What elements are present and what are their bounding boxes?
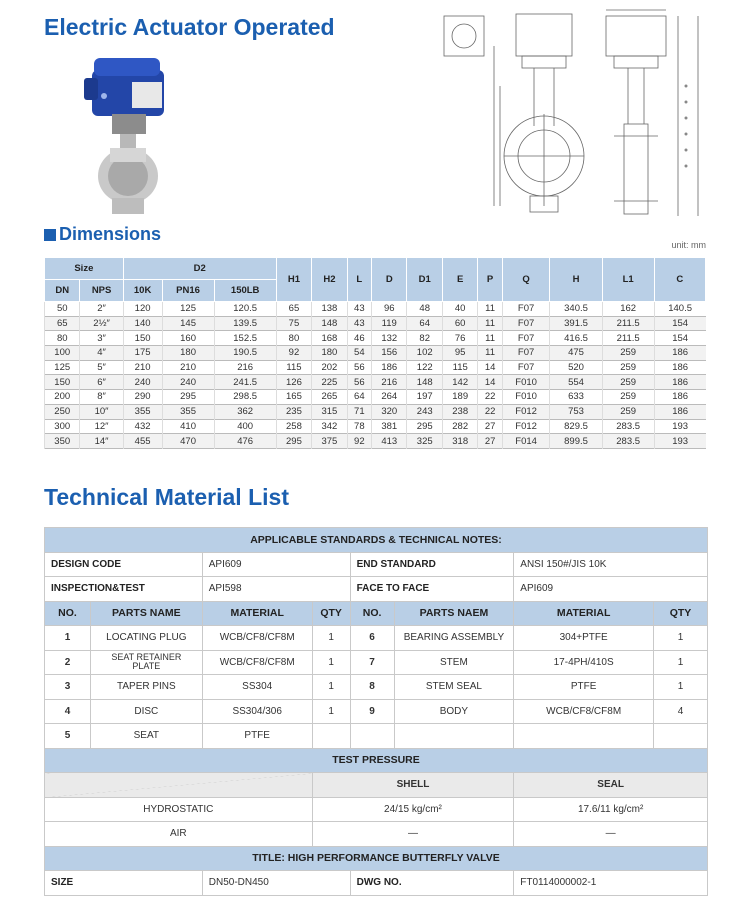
table-cell: 180 (162, 346, 214, 361)
parts-cell-qty: 1 (312, 650, 350, 675)
table-cell: 140.5 (654, 302, 705, 317)
table-cell: 160 (162, 331, 214, 346)
table-cell: 76 (442, 331, 477, 346)
dimensions-title: Dimensions (59, 224, 162, 244)
table-cell: 5″ (80, 360, 123, 375)
table-cell: 14 (478, 375, 502, 390)
table-row (45, 331, 706, 346)
table-cell: 120 (123, 302, 162, 317)
parts-cell-no: 3 (45, 675, 91, 700)
table-cell: 65 (45, 316, 80, 331)
design-code-value: API609 (202, 552, 350, 577)
parts-cell-no2: 8 (350, 675, 394, 700)
air-seal: — (514, 822, 708, 847)
col-header: DN (45, 280, 80, 302)
parts-cell-qty2: 4 (654, 699, 708, 724)
parts-cell-qty: 1 (312, 626, 350, 651)
table-cell: 216 (214, 360, 276, 375)
design-code-label: DESIGN CODE (45, 552, 203, 577)
parts-cell-no2 (350, 724, 394, 749)
table-cell: 265 (312, 390, 347, 405)
seal-label: SEAL (514, 773, 708, 798)
table-cell: 259 (602, 360, 654, 375)
table-cell: 258 (276, 419, 311, 434)
table-row (45, 360, 706, 375)
table-cell: 186 (654, 390, 705, 405)
table-cell: 120.5 (214, 302, 276, 317)
table-cell: 202 (312, 360, 347, 375)
col-header: PN16 (162, 280, 214, 302)
table-row (45, 346, 706, 361)
parts-cell-qty: 1 (312, 699, 350, 724)
table-cell: 432 (123, 419, 162, 434)
col-header: P (478, 258, 502, 302)
table-cell: 11 (478, 346, 502, 361)
table-cell: 80 (276, 331, 311, 346)
table-cell: 381 (372, 419, 407, 434)
table-cell: 416.5 (550, 331, 602, 346)
table-cell: 259 (602, 346, 654, 361)
table-cell: 8″ (80, 390, 123, 405)
table-cell: 470 (162, 434, 214, 449)
table-cell: 290 (123, 390, 162, 405)
table-cell: 165 (276, 390, 311, 405)
table-cell: 241.5 (214, 375, 276, 390)
standards-header: APPLICABLE STANDARDS & TECHNICAL NOTES: (45, 528, 708, 553)
table-row (45, 626, 708, 651)
table-row (45, 302, 706, 317)
table-cell: F07 (502, 331, 550, 346)
table-cell: 43 (347, 302, 371, 317)
page-title: Electric Actuator Operated (44, 14, 335, 40)
table-cell: 413 (372, 434, 407, 449)
parts-cell-no2: 9 (350, 699, 394, 724)
table-cell: 64 (407, 316, 442, 331)
table-cell: 325 (407, 434, 442, 449)
air-shell: — (312, 822, 514, 847)
test-pressure-corner (45, 773, 313, 798)
table-cell: 189 (442, 390, 477, 405)
parts-cell-no: 4 (45, 699, 91, 724)
table-cell: 350 (45, 434, 80, 449)
table-cell: 65 (276, 302, 311, 317)
table-cell: 82 (407, 331, 442, 346)
parts-cell-name2 (394, 724, 514, 749)
parts-cell-no: 1 (45, 626, 91, 651)
air-label: AIR (45, 822, 313, 847)
table-cell: 362 (214, 404, 276, 419)
parts-cell-name: TAPER PINS (90, 675, 202, 700)
parts-cell-name: LOCATING PLUG (90, 626, 202, 651)
table-cell: 250 (45, 404, 80, 419)
parts-cell-qty2 (654, 724, 708, 749)
table-cell: 22 (478, 404, 502, 419)
table-cell: 240 (162, 375, 214, 390)
table-cell: 410 (162, 419, 214, 434)
col-header: 150LB (214, 280, 276, 302)
table-cell: 264 (372, 390, 407, 405)
table-cell: F010 (502, 390, 550, 405)
table-cell: 186 (654, 346, 705, 361)
table-cell: 355 (123, 404, 162, 419)
table-cell: 633 (550, 390, 602, 405)
table-cell: 193 (654, 419, 705, 434)
table-cell: 27 (478, 419, 502, 434)
table-cell: 162 (602, 302, 654, 317)
col-header: D (372, 258, 407, 302)
table-cell: 115 (442, 360, 477, 375)
parts-cell-material2: PTFE (514, 675, 654, 700)
table-cell: 12″ (80, 419, 123, 434)
table-row (45, 390, 706, 405)
table-cell: 315 (312, 404, 347, 419)
parts-cell-no2: 6 (350, 626, 394, 651)
table-cell: 295 (276, 434, 311, 449)
parts-cell-qty2: 1 (654, 650, 708, 675)
parts-cell-name2: BODY (394, 699, 514, 724)
col-header: H2 (312, 258, 347, 302)
table-cell: 259 (602, 390, 654, 405)
table-cell: 95 (442, 346, 477, 361)
table-cell: 211.5 (602, 316, 654, 331)
table-cell: 211.5 (602, 331, 654, 346)
table-row (45, 316, 706, 331)
table-cell: 455 (123, 434, 162, 449)
table-cell: 96 (372, 302, 407, 317)
table-cell: 186 (654, 375, 705, 390)
table-cell: 295 (162, 390, 214, 405)
parts-cell-qty (312, 724, 350, 749)
parts-cell-no2: 7 (350, 650, 394, 675)
table-cell: 64 (347, 390, 371, 405)
table-cell: 193 (654, 434, 705, 449)
table-cell: 154 (654, 331, 705, 346)
col-header: H1 (276, 258, 311, 302)
parts-cell-no: 5 (45, 724, 91, 749)
table-cell: 43 (347, 316, 371, 331)
table-cell: 475 (550, 346, 602, 361)
parts-col-header: MATERIAL (202, 601, 312, 626)
table-cell: 259 (602, 375, 654, 390)
table-cell: 186 (654, 360, 705, 375)
table-cell: 78 (347, 419, 371, 434)
dimensions-table (44, 257, 706, 449)
table-cell: 152.5 (214, 331, 276, 346)
parts-cell-material2 (514, 724, 654, 749)
table-row (45, 434, 706, 449)
table-cell: 186 (372, 360, 407, 375)
material-table (44, 527, 708, 896)
parts-col-header: PARTS NAEM (394, 601, 514, 626)
table-cell: 391.5 (550, 316, 602, 331)
shell-label: SHELL (312, 773, 514, 798)
table-cell: 225 (312, 375, 347, 390)
table-cell: 54 (347, 346, 371, 361)
parts-cell-name: SEAT RETAINER PLATE (90, 650, 202, 675)
table-cell: 56 (347, 360, 371, 375)
parts-cell-material: SS304/306 (202, 699, 312, 724)
parts-cell-material2: 304+PTFE (514, 626, 654, 651)
table-cell: 216 (372, 375, 407, 390)
table-cell: 175 (123, 346, 162, 361)
parts-cell-no: 2 (45, 650, 91, 675)
table-cell: F07 (502, 302, 550, 317)
inspection-label: INSPECTION&TEST (45, 577, 203, 602)
table-cell: 210 (123, 360, 162, 375)
table-cell: 102 (407, 346, 442, 361)
parts-cell-name2: STEM SEAL (394, 675, 514, 700)
parts-cell-name2: BEARING ASSEMBLY (394, 626, 514, 651)
hydrostatic-shell: 24/15 kg/cm² (312, 797, 514, 822)
hydrostatic-seal: 17.6/11 kg/cm² (514, 797, 708, 822)
table-cell: 476 (214, 434, 276, 449)
table-cell: 156 (372, 346, 407, 361)
table-row (45, 404, 706, 419)
table-cell: 100 (45, 346, 80, 361)
table-cell: 259 (602, 404, 654, 419)
table-cell: 48 (407, 302, 442, 317)
table-cell: 3″ (80, 331, 123, 346)
parts-col-header: MATERIAL (514, 601, 654, 626)
table-cell: F012 (502, 404, 550, 419)
table-cell: 10″ (80, 404, 123, 419)
table-cell: 240 (123, 375, 162, 390)
table-cell: 145 (162, 316, 214, 331)
table-cell: 126 (276, 375, 311, 390)
table-row (45, 375, 706, 390)
title-row: TITLE: HIGH PERFORMANCE BUTTERFLY VALVE (45, 846, 708, 871)
table-cell: F07 (502, 360, 550, 375)
table-cell: 283.5 (602, 419, 654, 434)
table-cell: 119 (372, 316, 407, 331)
table-cell: 92 (276, 346, 311, 361)
table-cell: 186 (654, 404, 705, 419)
table-cell: 320 (372, 404, 407, 419)
table-cell: 168 (312, 331, 347, 346)
parts-cell-qty2: 1 (654, 675, 708, 700)
col-header: Q (502, 258, 550, 302)
table-cell: F07 (502, 346, 550, 361)
table-cell: 11 (478, 331, 502, 346)
table-cell: 6″ (80, 375, 123, 390)
table-cell: 375 (312, 434, 347, 449)
parts-cell-name: SEAT (90, 724, 202, 749)
table-cell: 56 (347, 375, 371, 390)
parts-cell-name2: STEM (394, 650, 514, 675)
end-standard-label: END STANDARD (350, 552, 514, 577)
table-cell: 115 (276, 360, 311, 375)
table-cell: 2″ (80, 302, 123, 317)
hydrostatic-label: HYDROSTATIC (45, 797, 313, 822)
col-header: 10K (123, 280, 162, 302)
table-cell: 355 (162, 404, 214, 419)
parts-col-header: NO. (350, 601, 394, 626)
table-cell: 520 (550, 360, 602, 375)
table-cell: 298.5 (214, 390, 276, 405)
table-cell: 125 (45, 360, 80, 375)
table-cell: 554 (550, 375, 602, 390)
table-cell: F014 (502, 434, 550, 449)
face-to-face-label: FACE TO FACE (350, 577, 514, 602)
table-cell: 295 (407, 419, 442, 434)
parts-cell-material: WCB/CF8/CF8M (202, 650, 312, 675)
table-row (45, 699, 708, 724)
table-cell: 132 (372, 331, 407, 346)
col-header: NPS (80, 280, 123, 302)
table-cell: 22 (478, 390, 502, 405)
parts-col-header: NO. (45, 601, 91, 626)
end-standard-value: ANSI 150#/JIS 10K (514, 552, 708, 577)
table-cell: 235 (276, 404, 311, 419)
table-cell: 14″ (80, 434, 123, 449)
size-label: SIZE (45, 871, 203, 896)
table-cell: 238 (442, 404, 477, 419)
dwg-label: DWG NO. (350, 871, 514, 896)
table-cell: 139.5 (214, 316, 276, 331)
table-cell: F012 (502, 419, 550, 434)
table-cell: F07 (502, 316, 550, 331)
parts-col-header: PARTS NAME (90, 601, 202, 626)
table-cell: 148 (407, 375, 442, 390)
d2-group-header: D2 (123, 258, 276, 280)
parts-cell-material: WCB/CF8/CF8M (202, 626, 312, 651)
table-cell: 243 (407, 404, 442, 419)
table-cell: 11 (478, 302, 502, 317)
size-value: DN50-DN450 (202, 871, 350, 896)
table-cell: 342 (312, 419, 347, 434)
table-row (45, 724, 708, 749)
table-cell: 282 (442, 419, 477, 434)
col-header: C (654, 258, 705, 302)
inspection-value: API598 (202, 577, 350, 602)
parts-cell-material2: WCB/CF8/CF8M (514, 699, 654, 724)
table-cell: 4″ (80, 346, 123, 361)
face-to-face-value: API609 (514, 577, 708, 602)
table-cell: F010 (502, 375, 550, 390)
table-cell: 148 (312, 316, 347, 331)
table-cell: 40 (442, 302, 477, 317)
table-cell: 210 (162, 360, 214, 375)
parts-cell-material: PTFE (202, 724, 312, 749)
table-cell: 180 (312, 346, 347, 361)
test-pressure-header: TEST PRESSURE (45, 748, 708, 773)
table-cell: 150 (45, 375, 80, 390)
table-cell: 318 (442, 434, 477, 449)
table-cell: 899.5 (550, 434, 602, 449)
table-cell: 300 (45, 419, 80, 434)
table-cell: 150 (123, 331, 162, 346)
parts-cell-name: DISC (90, 699, 202, 724)
table-cell: 753 (550, 404, 602, 419)
table-cell: 80 (45, 331, 80, 346)
table-cell: 340.5 (550, 302, 602, 317)
table-cell: 142 (442, 375, 477, 390)
heading-square-icon (44, 229, 56, 241)
parts-body (45, 626, 708, 749)
dwg-value: FT0114000002-1 (514, 871, 708, 896)
table-cell: 2½″ (80, 316, 123, 331)
table-row (45, 419, 706, 434)
table-row (45, 650, 708, 675)
table-cell: 14 (478, 360, 502, 375)
table-cell: 154 (654, 316, 705, 331)
col-header: D1 (407, 258, 442, 302)
product-photo (64, 48, 194, 220)
table-cell: 122 (407, 360, 442, 375)
parts-col-header: QTY (312, 601, 350, 626)
table-cell: 140 (123, 316, 162, 331)
table-cell: 190.5 (214, 346, 276, 361)
parts-cell-material2: 17-4PH/410S (514, 650, 654, 675)
table-cell: 27 (478, 434, 502, 449)
parts-col-header: QTY (654, 601, 708, 626)
parts-cell-material: SS304 (202, 675, 312, 700)
table-cell: 829.5 (550, 419, 602, 434)
dimensions-body (45, 302, 706, 449)
table-cell: 138 (312, 302, 347, 317)
parts-cell-qty2: 1 (654, 626, 708, 651)
table-cell: 197 (407, 390, 442, 405)
table-cell: 75 (276, 316, 311, 331)
col-header: H (550, 258, 602, 302)
table-cell: 125 (162, 302, 214, 317)
technical-title: Technical Material List (44, 484, 289, 510)
col-header: E (442, 258, 477, 302)
table-cell: 92 (347, 434, 371, 449)
table-cell: 46 (347, 331, 371, 346)
table-cell: 50 (45, 302, 80, 317)
col-header: L (347, 258, 371, 302)
parts-cell-qty: 1 (312, 675, 350, 700)
col-header: L1 (602, 258, 654, 302)
unit-label: unit: mm (671, 240, 706, 250)
table-cell: 283.5 (602, 434, 654, 449)
table-cell: 400 (214, 419, 276, 434)
table-row (45, 675, 708, 700)
table-cell: 11 (478, 316, 502, 331)
dimension-drawing (438, 6, 710, 226)
size-group-header: Size (45, 258, 124, 280)
table-cell: 200 (45, 390, 80, 405)
dimensions-heading (44, 224, 161, 245)
table-cell: 60 (442, 316, 477, 331)
table-cell: 71 (347, 404, 371, 419)
